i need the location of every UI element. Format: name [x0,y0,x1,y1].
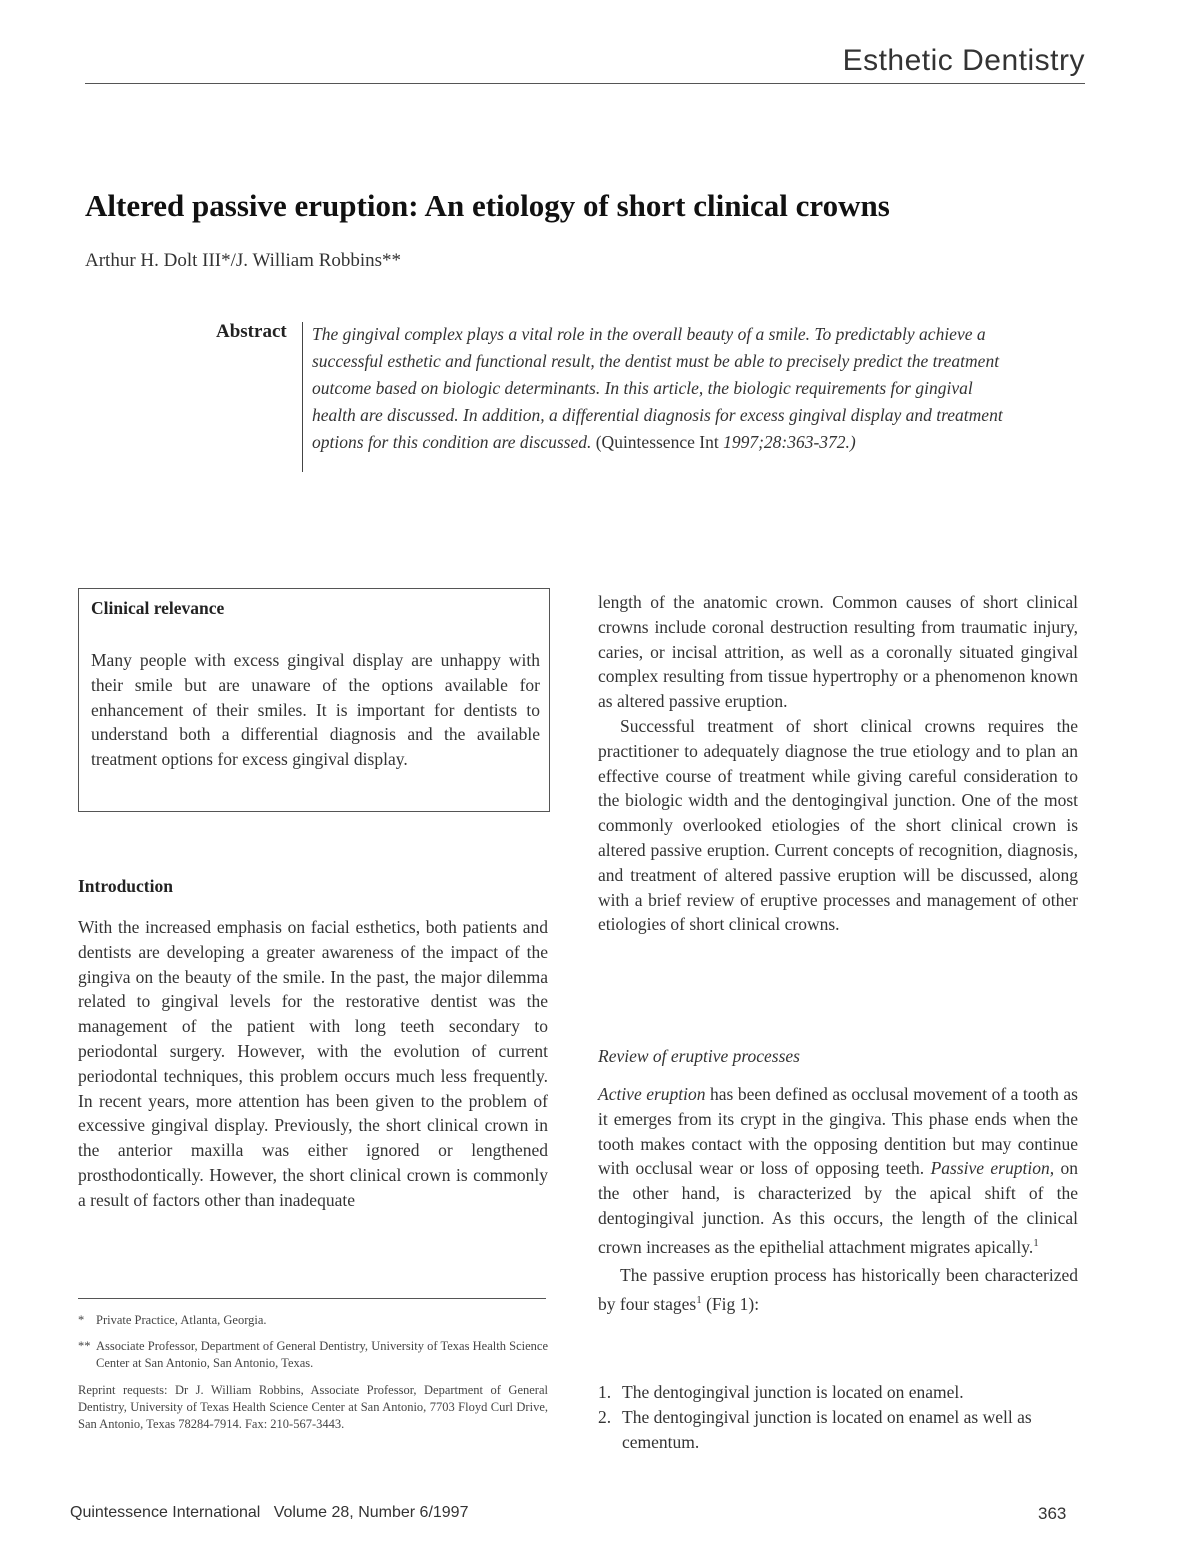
footnote-1-mark: * [78,1313,85,1327]
abstract-citation-journal: (Quintessence Int [595,432,719,452]
footnote-1 [78,1312,548,1329]
review-p2-a: The passive eruption process has historically been characterized by four stages [598,1265,1078,1315]
footer-journal: Quintessence International [70,1504,261,1521]
page-number: 363 [1038,1504,1067,1523]
introduction-heading: Introduction [78,876,173,896]
passive-eruption-term: Passive eruption, [930,1158,1055,1179]
section-title: Esthetic Dentistry [842,44,1085,77]
header-rule [85,83,1085,84]
abstract-text [312,321,1012,456]
introduction-p1: With the increased emphasis on facial esthetics, both patients and dentists are developing a greater awareness of the impact of the gingiva on the beauty of the smile. In the past, the major dilemma related to gingival levels for the restorative dentist was the management of the patient with long teeth secondary to periodontal surgery. However, with the evolution of current periodontal techniques, this problem occurs much less frequently. In recent years, more attention has been given to the problem of excessive gingival display. Previously, the short clinical crown in the anterior maxilla was either ignored or lengthened prosthodontically. However, the short clinical crown is commonly a result of factors other than inadequate [78,917,548,1210]
article-title: Altered passive eruption: An etiology of short clinical crowns [85,188,890,223]
review-p2 [598,1263,1078,1316]
reprint-requests: Reprint requests: Dr J. William Robbins, Associate Professor, Department of General Dentistry, University of Texas Health Science Center at San Antonio, 7703 Floyd Curl Drive, San Antonio, Texas 78284-7914. Fax: 210-567-3443. [78,1383,548,1431]
list-item-number: 2. [598,1406,612,1427]
review-p2-b: (Fig 1): [701,1294,760,1315]
list-item-text: The dentogingival junction is located on enamel as well as cementum. [622,1406,1032,1452]
footnote-rule [78,1298,546,1299]
list-item-number: 1. [598,1382,612,1402]
abstract-label: Abstract [216,321,287,342]
list-item-text: The dentogingival junction is located on enamel. [622,1382,964,1402]
review-p1 [598,1082,1078,1259]
list-item [598,1405,1078,1455]
active-eruption-term: Active eruption [598,1084,706,1104]
right-column-top [598,590,1078,937]
footer-volume: Volume 28, Number 6/1997 [273,1504,469,1521]
abstract-citation-ref: 1997;28:363-372.) [723,432,856,452]
list-item [598,1380,1078,1405]
stages-list [598,1380,1078,1454]
footnote-1-text: Private Practice, Atlanta, Georgia. [96,1313,267,1327]
footnote-2-mark: ** [78,1339,91,1353]
clinical-relevance-title: Clinical relevance [91,598,225,618]
footnote-2-text: Associate Professor, Department of General Dentistry, University of Texas Health Science Center at San Antonio, San Antonio, Texas. [96,1339,548,1370]
introduction-p1-continued: length of the anatomic crown. Common causes of short clinical crowns include coronal destruction resulting from traumatic injury, caries, or incisal attrition, as well as a coronally situated gingival complex resulting from tissue hypertrophy or a phenomenon known as altered passive eruption. [598,592,1078,712]
review-heading: Review of eruptive processes [598,1046,800,1066]
abstract-divider [302,322,303,472]
page-footer [70,1504,468,1522]
review-body [598,1082,1078,1317]
clinical-relevance-text: Many people with excess gingival display are unhappy with their smile but are unaware of the options available for enhancement of their smiles. It is important for dentists to understand both a differential diagnosis and the available treatment options for excess gingival display. [91,650,540,770]
footnote-2 [78,1338,548,1372]
introduction-paragraph-1 [78,915,548,1213]
review-p1-a: has been defined as occlusal movement of a tooth as it emerges from its crypt in the gingiva. This phase ends when the tooth makes contact with the opposing dentition but may continue with occlusal wear or loss of opposing teeth. [598,1084,1078,1179]
article-authors: Arthur H. Dolt III*/J. William Robbins** [85,250,402,271]
review-p1-b: on the other hand, is characterized by the apical shift of the dentogingival junction. As this occurs, the length of the clinical crown increases as the epithelial attachment migrates apically. [598,1158,1078,1257]
review-p2-ref: 1 [696,1294,702,1307]
abstract-body: The gingival complex plays a vital role in the overall beauty of a smile. To predictably achieve a successful esthetic and functional result, the dentist must be able to precisely predict the treatment outcome based on biologic determinants. In this article, the biologic requirements for gingival health are discussed. In addition, a differential diagnosis for excess gingival display and treatment options for this condition are discussed. [312,324,1003,452]
review-p1-ref: 1 [1033,1236,1039,1249]
introduction-p2: Successful treatment of short clinical crowns requires the practitioner to adequately diagnose the true etiology and to plan an effective course of treatment while giving careful consideration to the biologic width and the dentogingival junction. One of the most commonly overlooked etiologies of the short clinical crown is altered passive eruption. Current concepts of recognition, diagnosis, and treatment of altered passive eruption will be discussed, along with a brief review of eruptive processes and management of other etiologies of short clinical crowns. [598,715,1078,935]
